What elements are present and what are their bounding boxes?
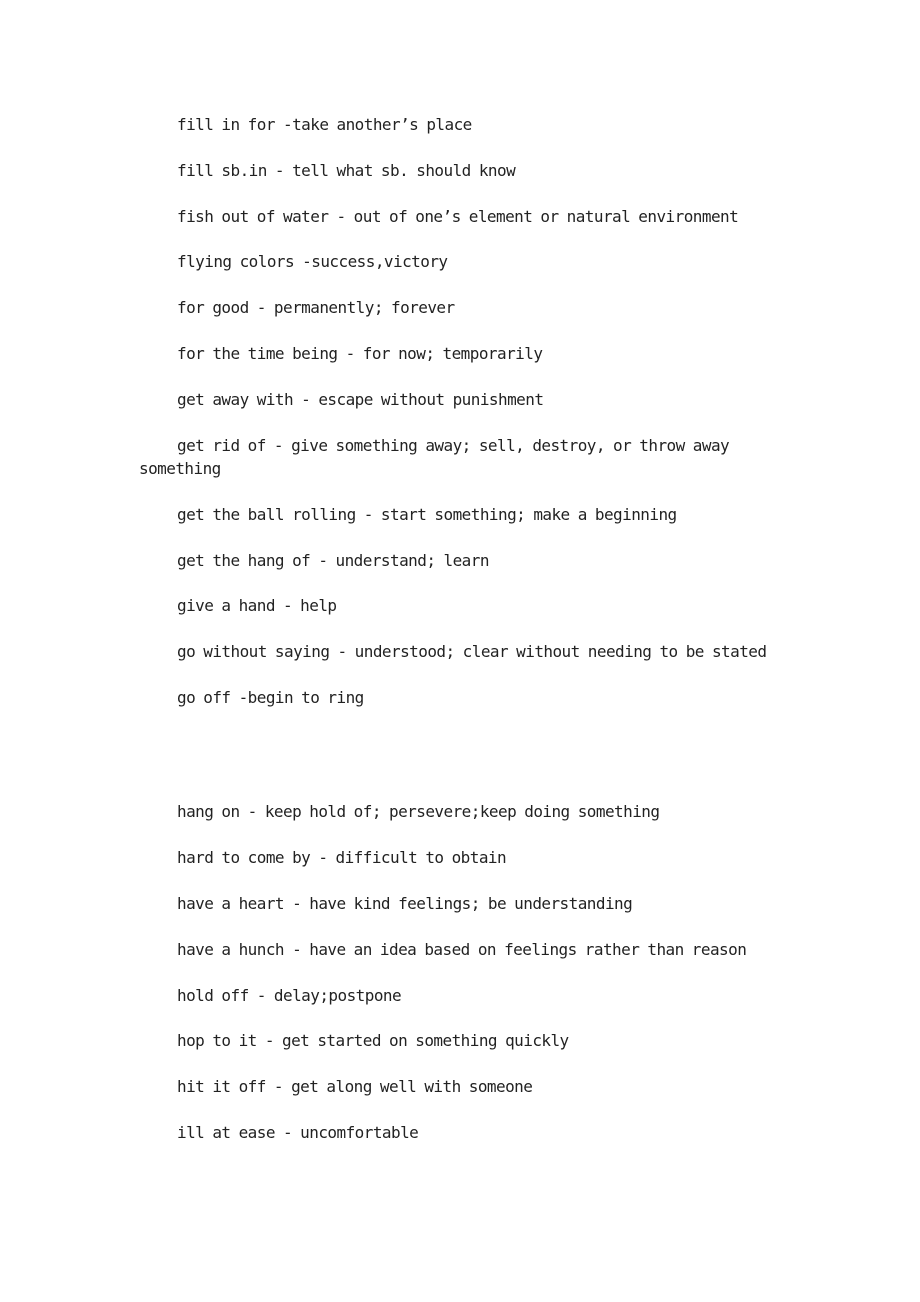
idiom-entry: fill sb.in - tell what sb. should know <box>177 160 516 180</box>
idiom-entry: get away with - escape without punishment <box>177 389 544 409</box>
section-gap <box>139 732 799 801</box>
idiom-entry: hop to it - get started on something quickly <box>177 1031 569 1051</box>
idiom-entry: have a heart - have kind feelings; be understanding <box>177 893 633 913</box>
idiom-entry: flying colors -success,victory <box>177 252 448 272</box>
idiom-entry: fish out of water - out of one’s element or natural environment <box>177 206 739 226</box>
idiom-entry: hang on - keep hold of; persevere;keep doing something <box>177 802 660 822</box>
idiom-entry: go off -begin to ring <box>177 688 364 708</box>
idiom-entry: get the hang of - understand; learn <box>177 550 489 570</box>
idiom-entry: hit it off - get along well with someone <box>177 1077 533 1097</box>
idiom-entry: give a hand - help <box>177 596 337 616</box>
idiom-entry: fill in for -take another’s place <box>177 115 472 134</box>
idiom-entry: for the time being - for now; temporarily <box>177 343 543 363</box>
idiom-entry: hard to come by - difficult to obtain <box>177 848 507 868</box>
idiom-entry: ill at ease - uncomfortable <box>177 1122 419 1142</box>
idiom-entry: have a hunch - have an idea based on feelings rather than reason <box>177 939 747 959</box>
idiom-entry: get the ball rolling - start something; make a beginning <box>177 504 677 524</box>
idiom-list <box>139 113 799 1167</box>
idiom-entry: hold off - delay;postpone <box>177 985 402 1005</box>
idiom-entry: go without saying - understood; clear without needing to be stated <box>177 642 767 662</box>
idiom-entry: get rid of - give something away; sell, destroy, or throw away something <box>139 435 730 479</box>
idiom-entry: for good - permanently; forever <box>177 298 455 318</box>
